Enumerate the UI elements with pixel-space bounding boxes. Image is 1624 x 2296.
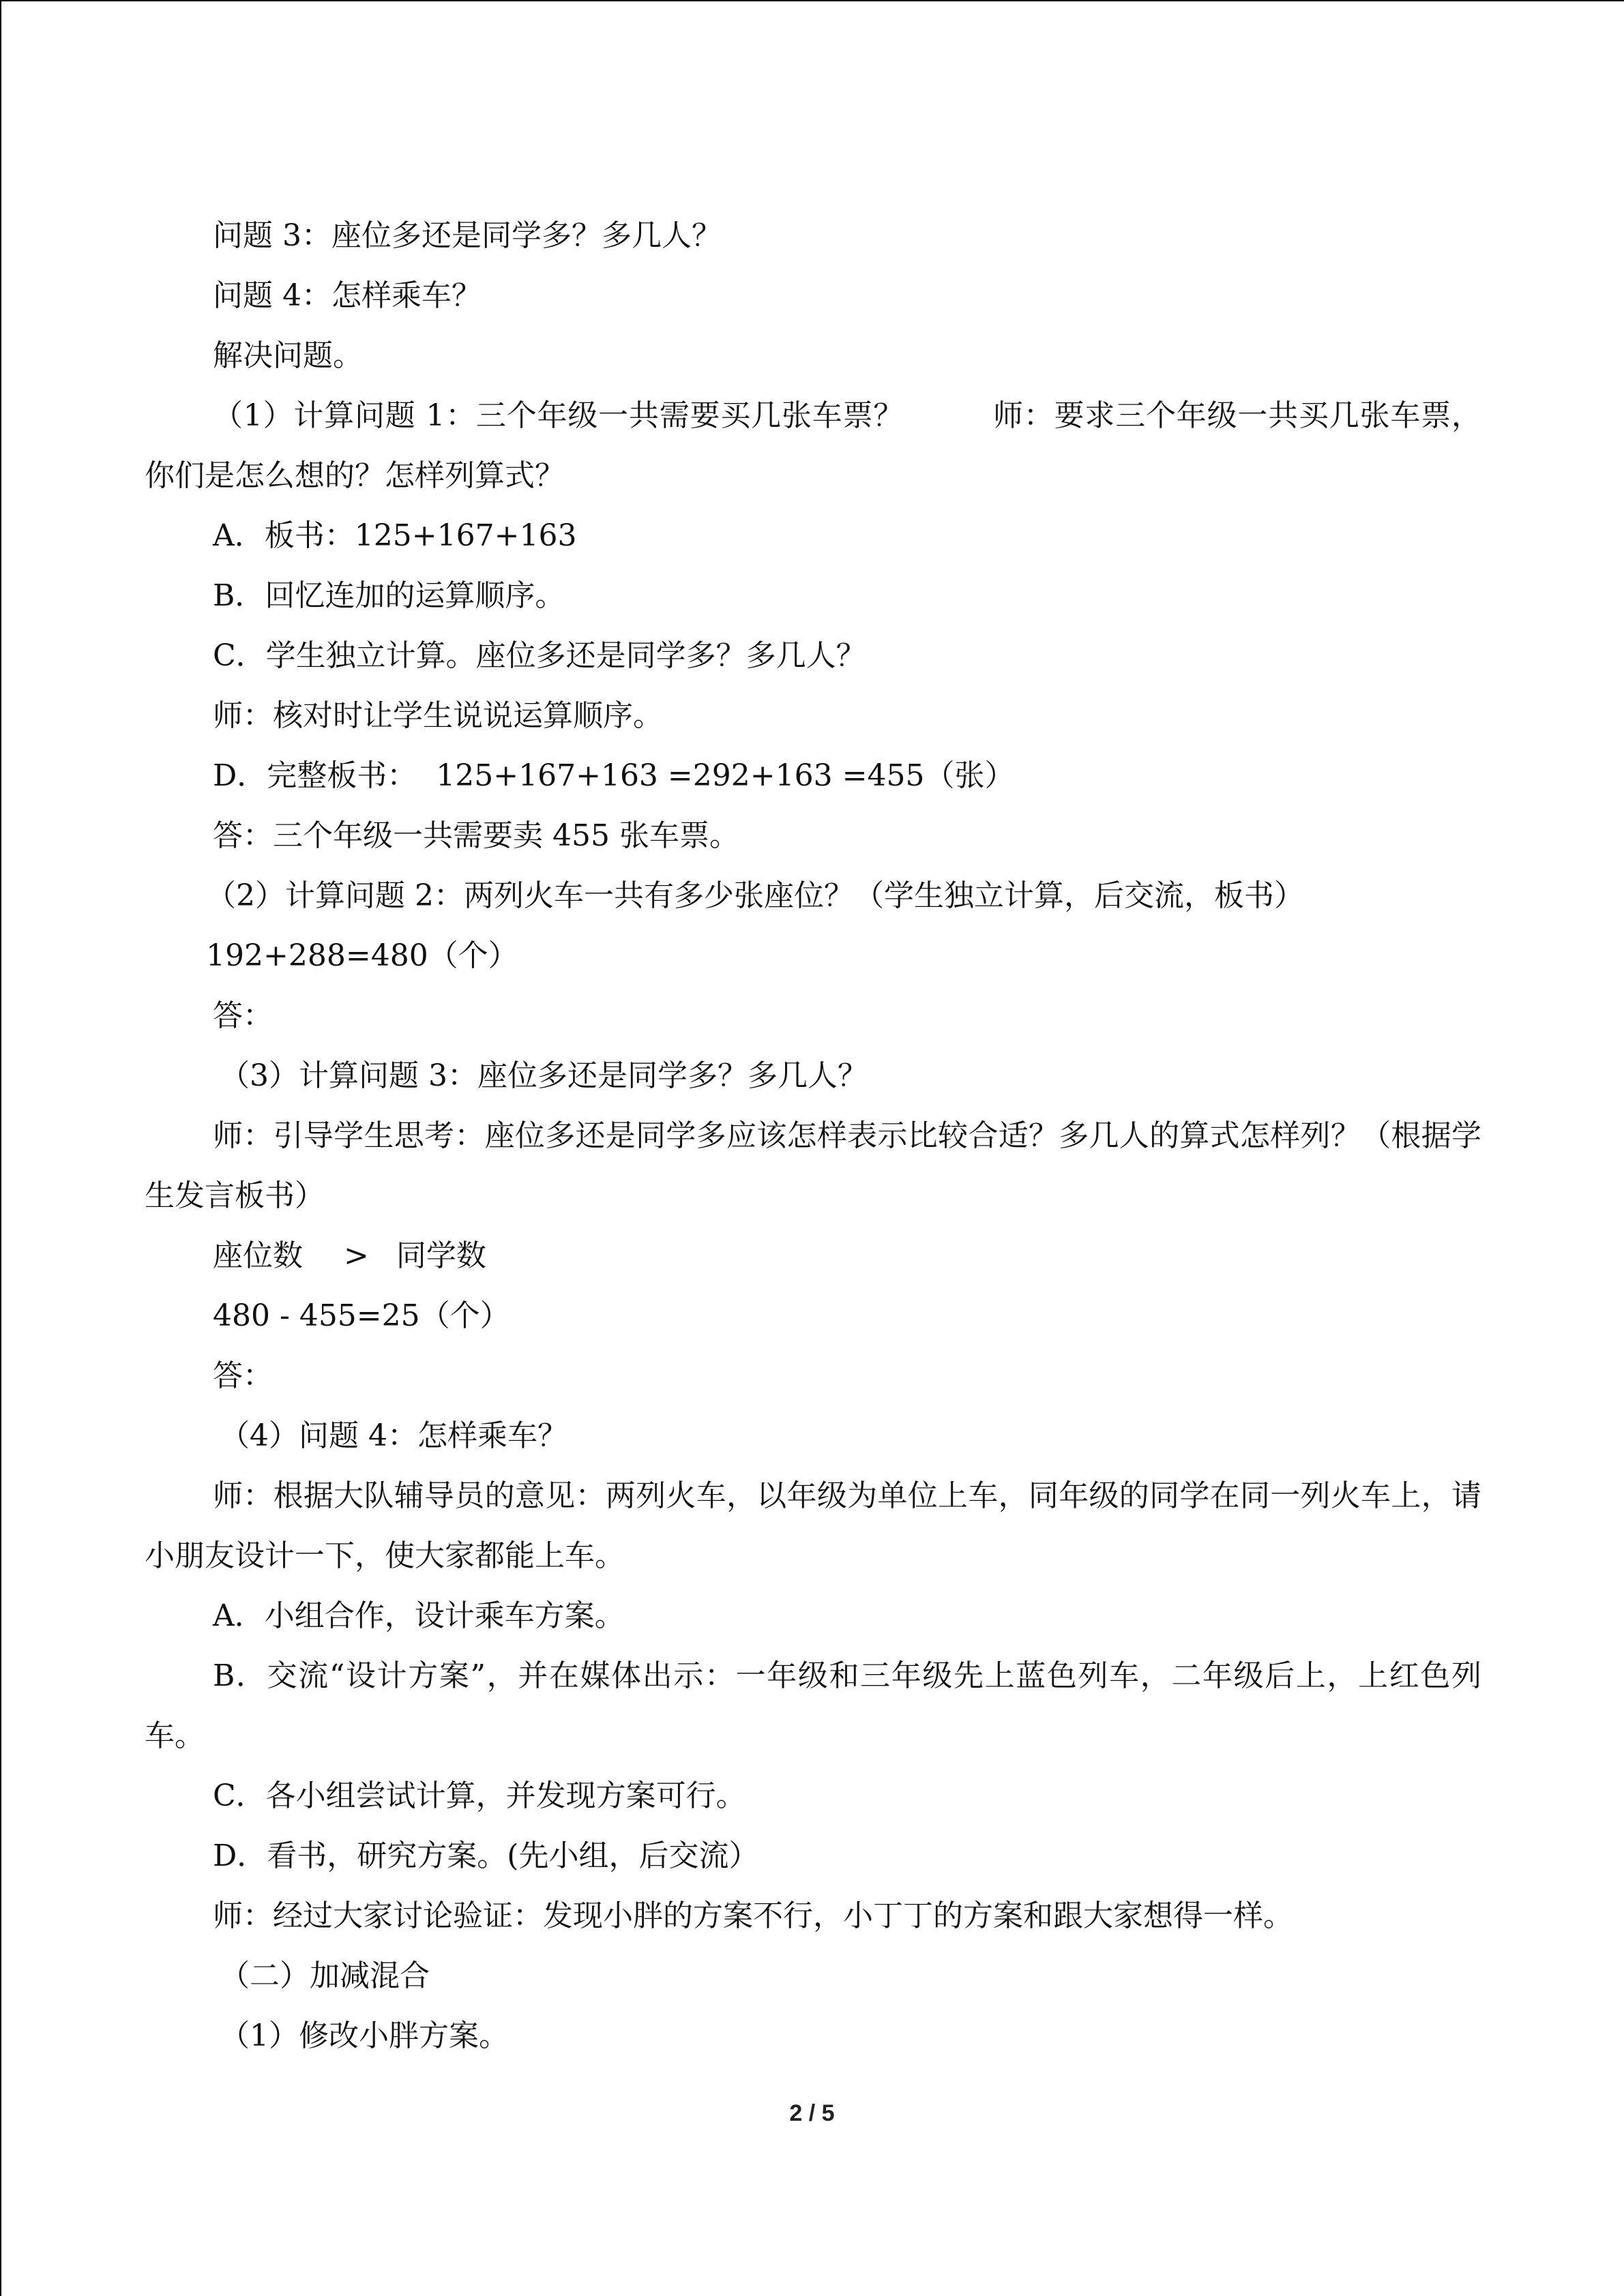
teacher-note-1: 师：核对时让学生说说运算顺序。 <box>213 698 663 733</box>
comparison-left: 座位数 <box>213 1238 303 1273</box>
paragraph-2: （2）计算问题 2：两列火车一共有多少张座位？（学生独立计算，后交流，板书） <box>206 878 1304 913</box>
step-a4: A．小组合作，设计乘车方案。 <box>213 1598 625 1633</box>
paragraph-4: （4）问题 4：怎样乘车？ <box>220 1418 567 1453</box>
answer-2: 答： <box>213 998 273 1033</box>
step-a1: A．板书：125+167+163 <box>213 518 577 553</box>
question-3: 问题 3：座位多还是同学多？多几人？ <box>213 218 722 253</box>
paragraph-1-question: （1）计算问题 1：三个年级一共需要买几张车票？ <box>213 398 904 433</box>
step-d4: D．看书，研究方案。(先小组，后交流） <box>213 1838 759 1873</box>
teacher-note-5: 师：经过大家讨论验证：发现小胖的方案不行，小丁丁的方案和跟大家想得一样。 <box>213 1898 1293 1933</box>
step-b4: B．交流“设计方案”，并在媒体出示：一年级和三年级先上蓝色列车，二年级后上，上红色列车。 <box>145 1658 1481 1753</box>
question-4: 问题 4：怎样乘车？ <box>213 278 482 313</box>
page-number: 2 / 5 <box>789 2100 835 2126</box>
teacher-note-4: 师：根据大队辅导员的意见：两列火车，以年级为单位上车，同年级的同学在同一列火车上，请小朋友设计一下，使大家都能上车。 <box>145 1478 1481 1573</box>
answer-1: 答：三个年级一共需要卖 455 张车票。 <box>213 818 739 853</box>
step-d1: D．完整板书： 125+167+163 =292+163 =455（张） <box>213 758 1015 793</box>
calculation-2: 192+288=480（个） <box>206 938 518 973</box>
step-c1: C．学生独立计算。座位多还是同学多？多几人？ <box>213 638 866 673</box>
sub-item-1: （1）修改小胖方案。 <box>220 2018 509 2053</box>
comparison-right: 同学数 <box>396 1238 486 1273</box>
paragraph-1-teacher: 师：要求三个年级一共买几张车票，你们是怎么想的？怎样列算式？ <box>145 398 1481 493</box>
answer-3: 答： <box>213 1358 273 1393</box>
step-c4: C．各小组尝试计算，并发现方案可行。 <box>213 1778 746 1813</box>
comparison-sign: > <box>344 1238 369 1273</box>
teacher-note-3: 师：引导学生思考：座位多还是同学多应该怎样表示比较合适？多几人的算式怎样列？（根据学生发言板书） <box>145 1118 1481 1213</box>
calculation-3: 480 - 455=25（个） <box>213 1298 510 1333</box>
paragraph-3: （3）计算问题 3：座位多还是同学多？多几人？ <box>220 1058 868 1093</box>
step-b1: B．回忆连加的运算顺序。 <box>213 578 565 613</box>
paragraph-1 <box>145 386 1481 506</box>
section-2-heading: （二）加减混合 <box>220 1958 430 1993</box>
comparison-line <box>213 1236 486 1277</box>
solve-heading: 解决问题。 <box>213 338 363 373</box>
